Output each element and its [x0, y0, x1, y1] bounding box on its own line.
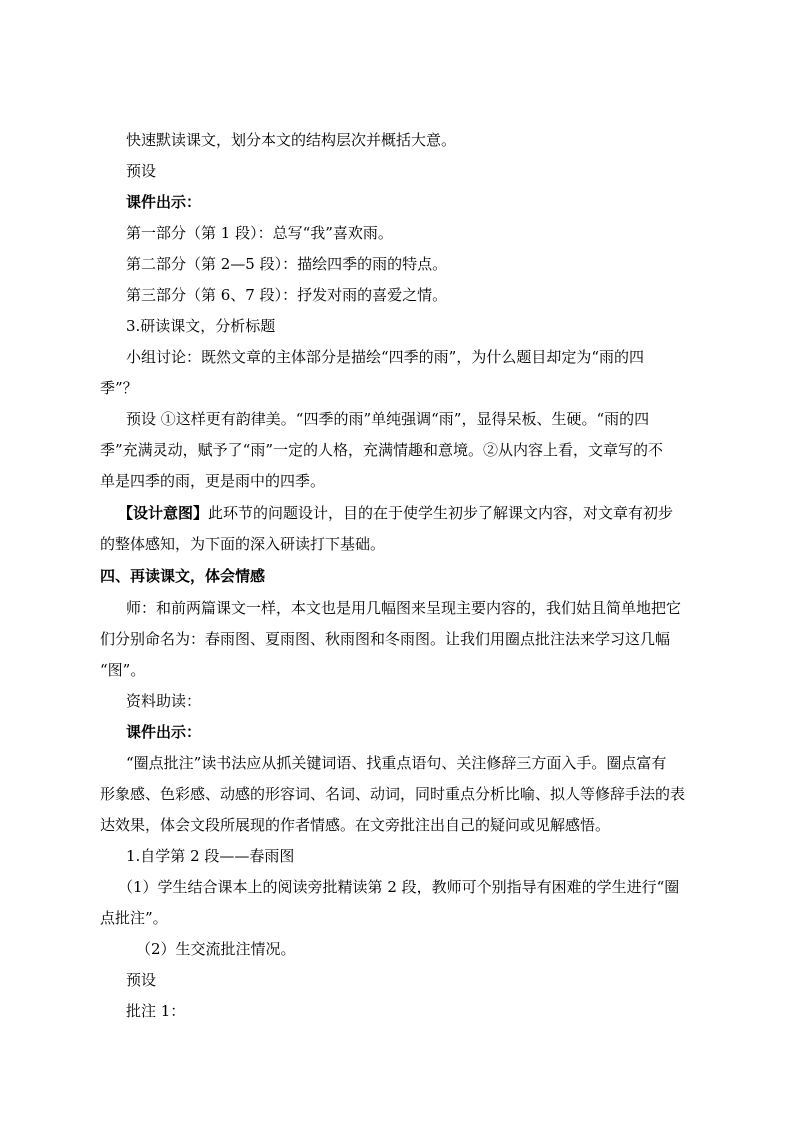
- paragraph-line: 第二部分（第 2—5 段）：描绘四季的雨的特点。: [126, 255, 448, 273]
- section-heading: 四、再读课文，体会情感: [100, 567, 266, 585]
- paragraph-line: 们分别命名为：春雨图、夏雨图、秋雨图和冬雨图。让我们用圈点批注法来学习这几幅: [100, 630, 671, 648]
- paragraph-line: 师：和前两篇课文一样，本文也是用几幅图来呈现主要内容的，我们姑且简单地把它: [126, 599, 682, 617]
- paragraph-line: 快速默读课文，划分本文的结构层次并概括大意。: [126, 131, 457, 149]
- paragraph-line: 预设: [126, 162, 157, 180]
- paragraph-line: （1）学生结合课本上的阅读旁批精读第 2 段，教师可个别指导有困难的学生进行“圈: [118, 878, 680, 896]
- design-intent-tag: 【设计意图】: [118, 504, 209, 522]
- section-label: 课件出示：: [126, 723, 202, 741]
- paragraph-line: （2）生交流批注情况。: [136, 940, 296, 958]
- paragraph-line: 预设: [126, 971, 157, 989]
- paragraph-line: “圈点批注”读书法应从抓关键词语、找重点语句、关注修辞三方面入手。圈点富有: [126, 754, 667, 772]
- paragraph-line: 资料助读：: [126, 692, 202, 710]
- subheading: 1.自学第 2 段——春雨图: [126, 847, 295, 865]
- section-label: 课件出示：: [126, 193, 202, 211]
- paragraph-line: 第三部分（第 6、7 段）：抒发对雨的喜爱之情。: [126, 286, 448, 304]
- design-intent-text: 此环节的问题设计，目的在于使学生初步了解课文内容，对文章有初步: [208, 504, 674, 522]
- paragraph-line: “图”。: [100, 661, 146, 679]
- paragraph-line: 点批注”。: [100, 909, 168, 927]
- paragraph-line: 形象感、色彩感、动感的形容词、名词、动词，同时重点分析比喻、拟人等修辞手法的表: [100, 785, 686, 803]
- subheading: 3.研读课文，分析标题: [126, 317, 276, 335]
- paragraph-line: 的整体感知，为下面的深入研读打下基础。: [100, 535, 386, 553]
- paragraph-line: 批注 1：: [126, 1002, 186, 1020]
- paragraph-line: 季”？: [100, 379, 138, 397]
- paragraph-line: 预设 ①这样更有韵律美。“四季的雨”单纯强调“雨”，显得呆板、生硬。“雨的四: [126, 410, 650, 428]
- paragraph-line: 单是四季的雨，更是雨中的四季。: [100, 472, 326, 490]
- paragraph-line: 第一部分（第 1 段）：总写“我”喜欢雨。: [126, 224, 393, 242]
- paragraph-line: 季”充满灵动，赋予了“雨”一定的人格，充满情趣和意境。②从内容上看，文章写的不: [100, 441, 664, 459]
- paragraph-line: 小组讨论：既然文章的主体部分是描绘“四季的雨”，为什么题目却定为“雨的四: [126, 348, 645, 366]
- paragraph-line: [118, 503, 673, 523]
- paragraph-line: 达效果，体会文段所展现的作者情感。在文旁批注出自己的疑问或见解感悟。: [100, 816, 611, 834]
